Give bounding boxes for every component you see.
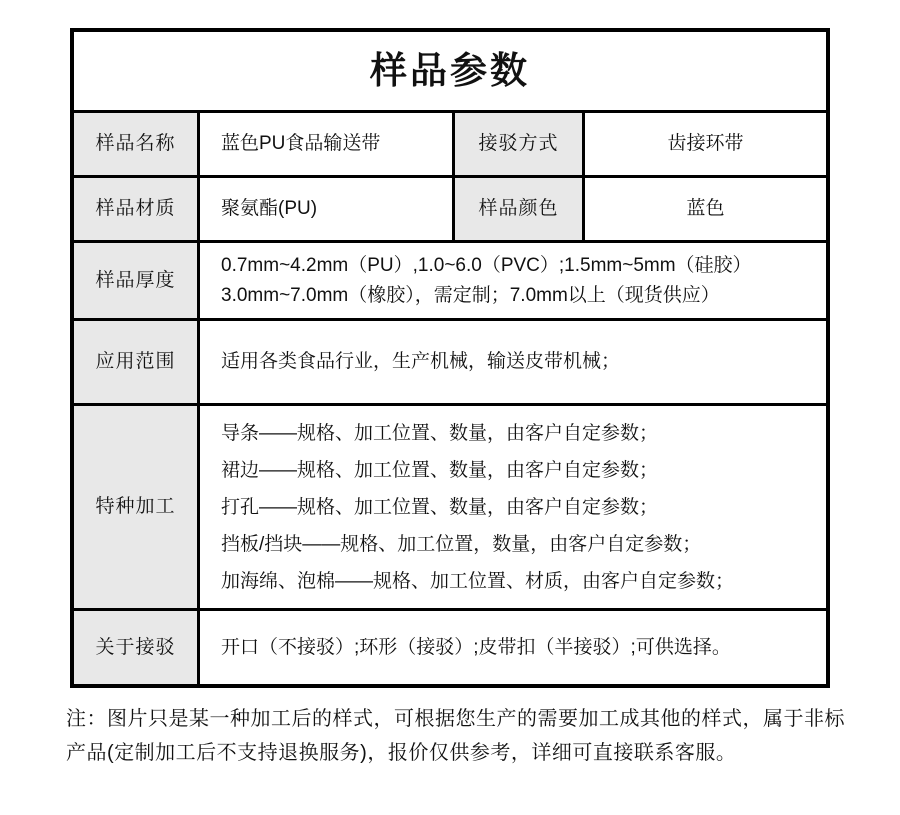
value-application-range: 适用各类食品行业，生产机械，输送皮带机械； bbox=[197, 318, 826, 403]
label-special-processing: 特种加工 bbox=[74, 403, 197, 608]
value-sample-name: 蓝色PU食品输送带 bbox=[197, 110, 452, 175]
sample-parameters-table bbox=[70, 28, 830, 688]
thickness-line-1: 0.7mm~4.2mm（PU）,1.0~6.0（PVC）;1.5mm~5mm（硅胶） bbox=[221, 254, 752, 276]
value-sample-material: 聚氨酯(PU) bbox=[197, 175, 452, 240]
special-processing-line: 加海绵、泡棉——规格、加工位置、材质，由客户自定参数； bbox=[221, 570, 735, 592]
label-joint-method: 接驳方式 bbox=[452, 110, 582, 175]
thickness-line-2: 3.0mm~7.0mm（橡胶），需定制；7.0mm以上（现货供应） bbox=[221, 284, 720, 306]
value-special-processing bbox=[197, 403, 826, 608]
table-title: 样品参数 bbox=[370, 50, 530, 92]
label-sample-color: 样品颜色 bbox=[452, 175, 582, 240]
special-processing-line: 导条——规格、加工位置、数量，由客户自定参数； bbox=[221, 422, 659, 444]
label-about-joint: 关于接驳 bbox=[74, 608, 197, 684]
label-sample-thickness: 样品厚度 bbox=[74, 240, 197, 318]
value-sample-thickness bbox=[197, 240, 826, 318]
label-sample-name: 样品名称 bbox=[74, 110, 197, 175]
footer-note: 注：图片只是某一种加工后的样式，可根据您生产的需要加工成其他的样式，属于非标产品(定制加工后不支持退换服务)，报价仅供参考，详细可直接联系客服。 bbox=[66, 708, 845, 764]
value-sample-color: 蓝色 bbox=[582, 175, 826, 240]
special-processing-line: 打孔——规格、加工位置、数量，由客户自定参数； bbox=[221, 496, 659, 518]
value-joint-method: 齿接环带 bbox=[582, 110, 826, 175]
special-processing-line: 挡板/挡块——规格、加工位置，数量，由客户自定参数； bbox=[221, 533, 702, 555]
label-sample-material: 样品材质 bbox=[74, 175, 197, 240]
special-processing-line: 裙边——规格、加工位置、数量，由客户自定参数； bbox=[221, 459, 659, 481]
label-application-range: 应用范围 bbox=[74, 318, 197, 403]
value-about-joint: 开口（不接驳）;环形（接驳）;皮带扣（半接驳）;可供选择。 bbox=[197, 608, 826, 684]
